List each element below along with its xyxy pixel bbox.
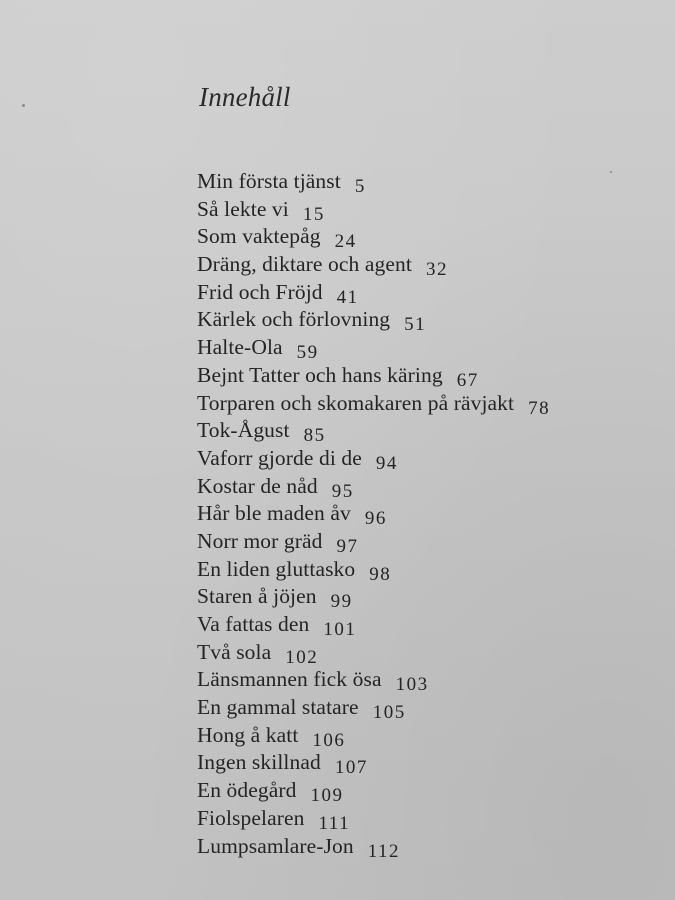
toc-entry-page: 111 <box>318 812 351 834</box>
paper-speck <box>610 171 612 173</box>
toc-entry-title: En ödegård <box>197 778 297 803</box>
toc-entry-page: 106 <box>312 729 346 751</box>
toc-entry-page: 95 <box>331 480 354 502</box>
toc-entry <box>197 805 637 833</box>
toc-entry <box>197 583 637 611</box>
toc-entry-page: 96 <box>364 508 387 530</box>
toc-entry-title: Så lekte vi <box>197 196 289 221</box>
toc-entry-title: Hong å katt <box>197 722 299 747</box>
toc-entry <box>197 833 637 861</box>
toc-entry-title: Som vaktepåg <box>197 224 321 249</box>
toc-entry-page: 94 <box>375 452 398 474</box>
toc-entry-title: Länsmannen fick ösa <box>197 667 382 692</box>
toc-entry-page: 24 <box>334 231 357 253</box>
toc-entry-page: 105 <box>372 702 406 724</box>
toc-entry-title: En liden gluttasko <box>197 556 356 581</box>
toc-entry <box>197 666 637 694</box>
toc-entry-title: Kostar de nåd <box>197 473 318 498</box>
toc-entry-title: Halte-Ola <box>197 335 283 360</box>
toc-entry <box>197 528 637 556</box>
toc-entry-page: 51 <box>404 314 427 336</box>
toc-entry <box>197 390 637 418</box>
toc-entry-title: Va fattas den <box>197 612 310 636</box>
toc-entry-page: 107 <box>334 757 368 779</box>
toc-entry-title: Dräng, diktare och agent <box>197 252 412 277</box>
toc-entry-page: 103 <box>395 674 429 696</box>
toc-entry-title: Tok-Ågust <box>197 418 290 443</box>
paper-speck <box>22 104 25 107</box>
toc-entry-title: Hår ble maden åv <box>197 501 351 526</box>
toc-entry-title: Bejnt Tatter och hans käring <box>197 362 443 387</box>
toc-entry-page: 102 <box>285 646 319 668</box>
toc-entry-title: Torparen och skomakaren på rävjakt <box>197 390 515 415</box>
toc-entry <box>197 777 637 805</box>
toc-entry <box>197 417 637 445</box>
toc-entry <box>197 168 637 196</box>
toc-entry-title: Min första tjänst <box>197 169 341 193</box>
toc-entry-title: En gammal statare <box>197 695 359 720</box>
toc-entry <box>197 279 637 307</box>
toc-entry <box>197 251 637 279</box>
toc-entry-page: 97 <box>336 535 359 557</box>
toc-entry-page: 32 <box>425 259 448 281</box>
toc-entry <box>197 473 637 501</box>
toc-entry-page: 41 <box>336 286 359 308</box>
toc-entry-page: 59 <box>296 342 319 364</box>
toc-entry-title: Lumpsamlare-Jon <box>197 833 354 858</box>
toc-entry <box>197 223 637 251</box>
toc-entry-page: 109 <box>310 785 344 807</box>
toc-entry-title: Ingen skillnad <box>197 750 321 775</box>
toc-entry <box>197 749 637 777</box>
page-heading: Innehåll <box>199 82 291 112</box>
toc-entry-page: 5 <box>354 176 366 197</box>
toc-entry-page: 15 <box>302 203 325 225</box>
toc-entry-page: 101 <box>323 619 357 640</box>
toc-entry-page: 78 <box>528 397 551 419</box>
toc-entry <box>197 306 637 334</box>
toc-entry-page: 98 <box>369 563 392 585</box>
toc-entry-title: Staren å jöjen <box>197 584 317 609</box>
toc-entry-page: 85 <box>303 425 326 447</box>
toc-entry-page: 112 <box>367 840 401 862</box>
toc-entry <box>197 362 637 390</box>
toc-entry-title: Två sola <box>197 639 272 664</box>
toc-entry-page: 67 <box>456 369 479 391</box>
toc-entry-title: Norr mor gräd <box>197 528 323 553</box>
toc-entry-title: Vaforr gjorde di de <box>197 445 362 470</box>
toc-entry-title: Fiolspelaren <box>197 805 305 830</box>
toc-entry-page: 99 <box>330 591 353 613</box>
toc-entry-title: Kärlek och förlovning <box>197 307 391 332</box>
toc-entry <box>197 556 637 584</box>
toc-entry <box>197 500 637 528</box>
table-of-contents <box>197 168 637 860</box>
toc-entry <box>197 445 637 473</box>
toc-entry-title: Frid och Fröjd <box>197 279 323 304</box>
toc-entry <box>197 639 637 667</box>
toc-entry <box>197 611 637 639</box>
toc-entry <box>197 722 637 750</box>
toc-entry <box>197 196 637 224</box>
